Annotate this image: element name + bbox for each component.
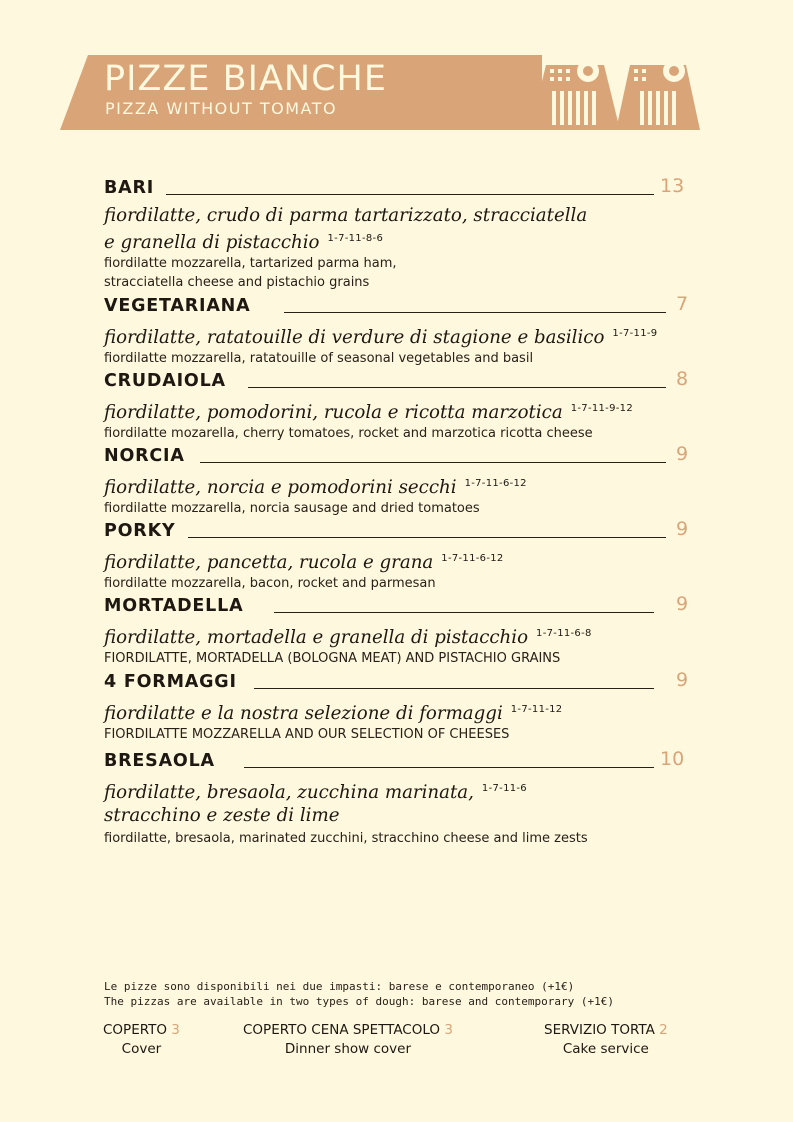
item-description-it: fiordilatte, ratatouille di verdure di stagione e basilico $^{1-7-11-9}$: [104, 327, 658, 348]
leader-line: [166, 194, 654, 195]
allergens-code: 1-7-11-6-12: [441, 553, 504, 564]
item-description-it: fiordilatte, mortadella e granella di pistacchio $^{1-7-11-6-8}$: [104, 627, 592, 648]
menu-item: [104, 518, 692, 593]
item-name: PORKY: [104, 521, 176, 541]
item-description-it: fiordilatte e la nostra selezione di formaggi $^{1-7-11-12}$: [104, 703, 563, 724]
menu-item: [104, 368, 692, 443]
page-subtitle: PIZZA WITHOUT TOMATO: [105, 99, 338, 118]
fee-label-en: Cake service: [562, 1041, 649, 1057]
item-description-it: fiordilatte, bresaola, zucchina marinata, $^{1-7-11-6}$: [104, 782, 527, 803]
item-name: MORTADELLA: [104, 596, 244, 616]
decorative-pattern-icon: [530, 55, 700, 130]
item-price: 7: [676, 293, 689, 315]
item-name: 4 FORMAGGI: [104, 672, 237, 692]
dough-note: [104, 979, 614, 1009]
fee-value: 3: [171, 1022, 180, 1038]
fee-cake-service: [544, 1022, 668, 1057]
leader-line: [274, 612, 654, 613]
fee-cover: [103, 1022, 180, 1057]
allergens-code: 1-7-11-9: [612, 328, 658, 339]
item-price: 9: [676, 443, 689, 465]
fee-value: 3: [444, 1022, 453, 1038]
leader-line: [254, 688, 654, 689]
item-price: 9: [676, 593, 689, 615]
dough-note-en: The pizzas are available in two types of dough: barese and contemporary (+1€): [104, 995, 614, 1008]
item-name: VEGETARIANA: [104, 296, 251, 316]
item-name: CRUDAIOLA: [104, 371, 226, 391]
fee-label: COPERTO: [103, 1022, 167, 1038]
menu-item: [104, 175, 692, 292]
leader-line: [284, 312, 666, 313]
fee-label: COPERTO CENA SPETTACOLO: [243, 1022, 441, 1038]
item-description-en: stracciatella cheese and pistachio grains: [104, 275, 370, 290]
allergens-code: 1-7-11-6: [481, 783, 527, 794]
fee-dinner-show: [243, 1022, 453, 1057]
item-description-it: fiordilatte, crudo di parma tartarizzato, stracciatella: [104, 205, 588, 226]
item-description-en: fiordilatte mozzarella, bacon, rocket and parmesan: [104, 576, 436, 591]
page-title: PIZZE BIANCHE: [104, 59, 387, 99]
menu-item: [104, 593, 692, 668]
fee-label-en: Cover: [121, 1041, 162, 1057]
item-description-en: fiordilatte, bresaola, marinated zucchini, stracchino cheese and lime zests: [104, 831, 588, 846]
section-banner: [60, 55, 700, 130]
leader-line: [188, 537, 666, 538]
item-price: 9: [676, 669, 689, 691]
allergens-code: 1-7-11-6-12: [464, 478, 527, 489]
item-description-en: fiordilatte mozzarella, ratatouille of seasonal vegetables and basil: [104, 351, 534, 366]
leader-line: [248, 387, 666, 388]
item-price: 8: [676, 368, 689, 390]
item-description-en: fiordilatte mozzarella, tartarized parma ham,: [104, 256, 397, 271]
item-description-en: fiordilatte mozarella, cherry tomatoes, rocket and marzotica ricotta cheese: [104, 426, 593, 441]
fee-label: SERVIZIO TORTA: [544, 1022, 655, 1038]
leader-line: [244, 767, 654, 768]
item-description-it: fiordilatte, pancetta, rucola e grana $^{1-7-11-6-12}$: [104, 552, 504, 573]
item-name: BARI: [104, 178, 155, 198]
item-description-it: fiordilatte, pomodorini, rucola e ricotta marzotica $^{1-7-11-9-12}$: [104, 402, 633, 423]
menu-item: [104, 293, 692, 368]
fee-value: 2: [659, 1022, 668, 1038]
item-description-it: e granella di pistacchio $^{1-7-11-8-6}$: [104, 232, 384, 253]
dough-note-it: Le pizze sono disponibili nei due impasti: barese e contemporaneo (+1€): [104, 980, 575, 993]
fee-label-en: Dinner show cover: [284, 1041, 412, 1057]
menu-item: [104, 748, 692, 848]
item-price: 9: [676, 518, 689, 540]
item-description-en: FIORDILATTE, MORTADELLA (BOLOGNA MEAT) AND PISTACHIO GRAINS: [104, 651, 561, 666]
item-description-it: fiordilatte, norcia e pomodorini secchi $^{1-7-11-6-12}$: [104, 477, 527, 498]
item-description-en: FIORDILATTE MOZZARELLA AND OUR SELECTION OF CHEESES: [104, 727, 510, 742]
menu-item: [104, 443, 692, 518]
allergens-code: 1-7-11-6-8: [536, 628, 592, 639]
item-description-en: fiordilatte mozzarella, norcia sausage and dried tomatoes: [104, 501, 480, 516]
allergens-code: 1-7-11-8-6: [327, 233, 384, 244]
item-name: NORCIA: [104, 446, 185, 466]
item-price: 13: [660, 175, 685, 197]
allergens-code: 1-7-11-12: [510, 704, 563, 715]
menu-item: [104, 669, 692, 744]
item-description-it: stracchino e zeste di lime: [104, 805, 340, 826]
item-price: 10: [660, 748, 685, 770]
leader-line: [200, 462, 666, 463]
item-name: BRESAOLA: [104, 751, 215, 771]
allergens-code: 1-7-11-9-12: [570, 403, 633, 414]
